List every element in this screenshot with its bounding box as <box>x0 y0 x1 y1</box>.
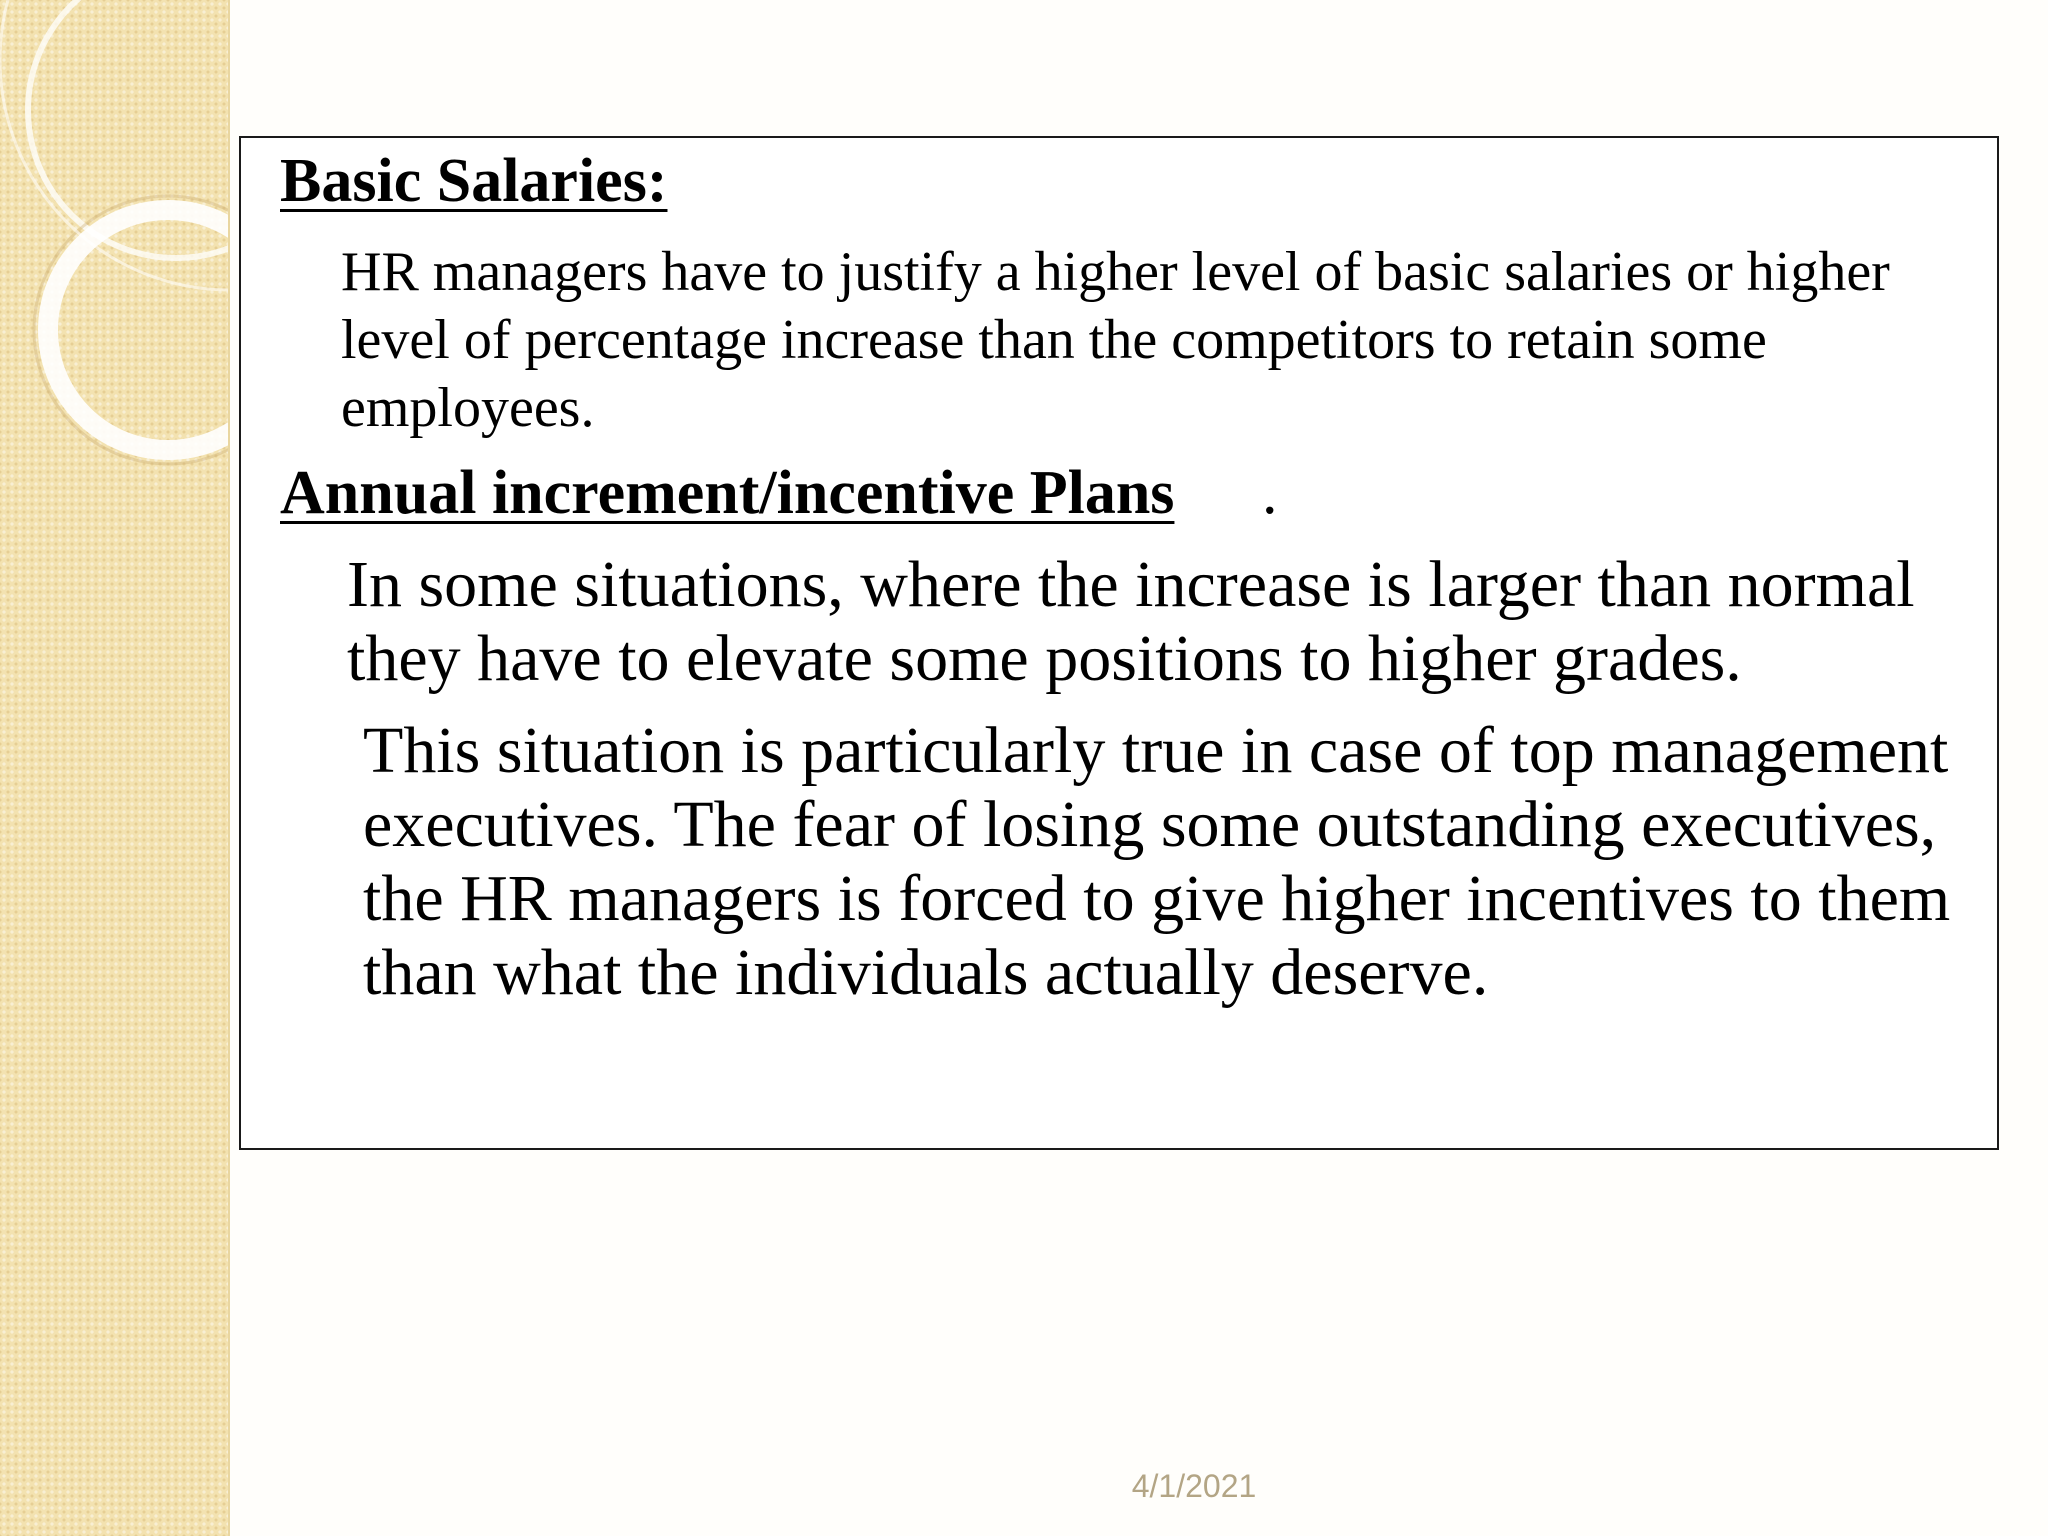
basic-salaries-heading: Basic Salaries: <box>280 147 668 215</box>
annual-increment-heading: Annual increment/incentive Plans <box>280 459 1175 527</box>
basic-salaries-paragraph: HR managers have to justify a higher level of basic salaries or higher level of percentage increase than the competitors to retain some employees. <box>341 241 1890 439</box>
decorative-rings-graphic <box>0 0 228 1536</box>
decorative-sidebar <box>0 0 230 1536</box>
footer-date: 4/1/2021 <box>1131 1468 1257 1504</box>
heading-period: . <box>1262 459 1278 527</box>
increment-paragraph-1: In some situations, where the increase is larger than normal they have to elevate some positions to higher grades. <box>347 548 1915 695</box>
increment-paragraph-2: This situation is particularly true in case of top management executives. The fear of losing some outstanding executives, the HR managers is forced to give higher incentives to them than what the individuals actually deserve. <box>363 714 1951 1009</box>
